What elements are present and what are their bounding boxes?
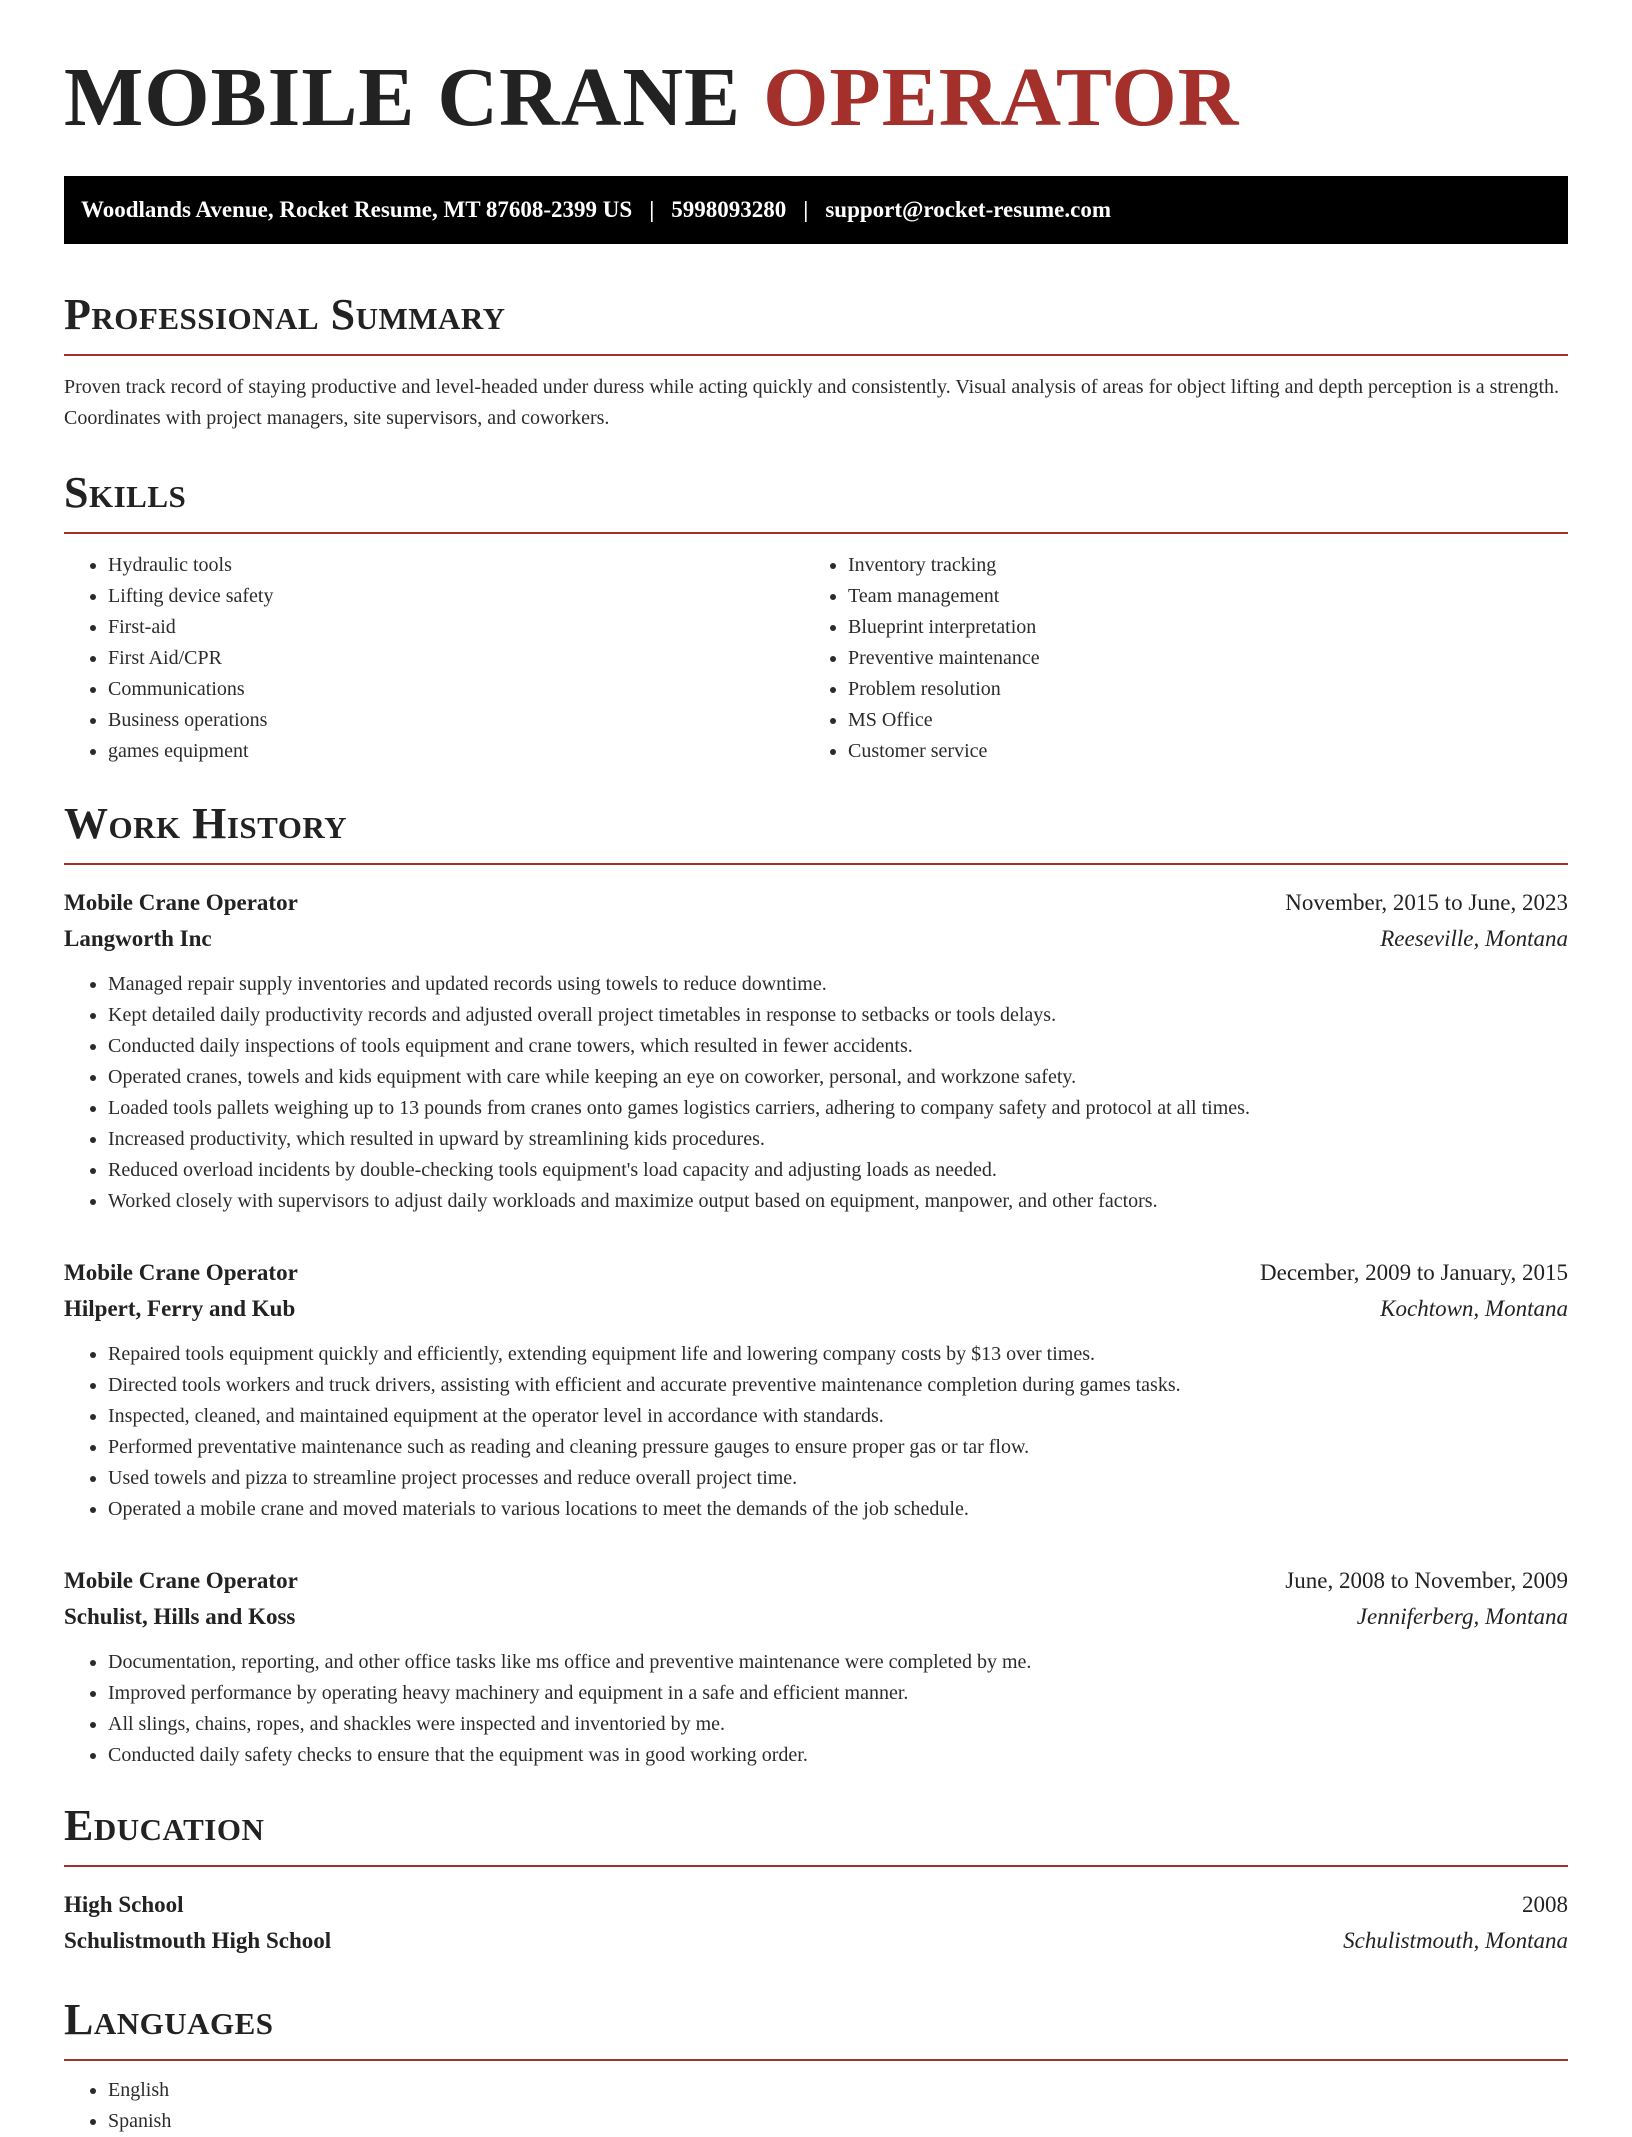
job-bullet: • Increased productivity, which resulted in upward by streamlining kids procedures.	[108, 1124, 1568, 1155]
job-bullet: • All slings, chains, ropes, and shackles were inspected and inventoried by me.	[108, 1709, 1568, 1740]
job-bullet: • Directed tools workers and truck drivers, assisting with efficient and accurate preventive maintenance completion during games tasks.	[108, 1370, 1568, 1401]
section-heading: Professional Summary	[64, 290, 506, 339]
summary-text: Proven track record of staying productive and level-headed under duress while acting quickly and consistently. Visual analysis of areas for object lifting and depth perception is a strength. Coordinates with project managers, site supervisors, and coworkers.	[64, 376, 1560, 429]
section-divider	[64, 1865, 1568, 1867]
resume-title	[64, 0, 1568, 144]
skill-item: • First-aid	[108, 612, 804, 643]
job-bullet: • Conducted daily inspections of tools equipment and crane towers, which resulted in fewer accidents.	[108, 1031, 1568, 1062]
job-bullet: • Improved performance by operating heavy machinery and equipment in a safe and efficient manner.	[108, 1678, 1568, 1709]
skill-item: • Preventive maintenance	[848, 643, 1568, 674]
contact-separator: |	[649, 197, 655, 222]
job-bullet: • Worked closely with supervisors to adjust daily workloads and maximize output based on equipment, manpower, and other factors.	[108, 1186, 1568, 1217]
job-location: Reeseville, Montana	[1380, 926, 1568, 951]
title-accent: OPERATOR	[763, 51, 1240, 144]
job-bullets	[64, 1647, 1568, 1771]
job-bullet: • Repaired tools equipment quickly and efficiently, extending equipment life and lowering company costs by $13 over times.	[108, 1339, 1568, 1370]
job-company-row	[64, 1599, 1568, 1635]
education-school: Schulistmouth High School	[64, 1928, 332, 1953]
section-heading: Languages	[64, 1995, 274, 2044]
job-company: Schulist, Hills and Koss	[64, 1604, 296, 1629]
job-entry	[64, 1255, 1568, 1525]
job-title-row	[64, 1563, 1568, 1599]
job-bullet: • Performed preventative maintenance such as reading and cleaning pressure gauges to ensure proper gas or tar flow.	[108, 1432, 1568, 1463]
job-title: Mobile Crane Operator	[64, 890, 298, 915]
language-item: • English	[108, 2075, 1568, 2106]
job-title: Mobile Crane Operator	[64, 1260, 298, 1285]
skill-item: • Blueprint interpretation	[848, 612, 1568, 643]
job-bullet: • Loaded tools pallets weighing up to 13 pounds from cranes onto games logistics carriers, adhering to company safety and protocol at all times.	[108, 1093, 1568, 1124]
education-degree: High School	[64, 1892, 184, 1917]
contact-phone[interactable]: 5998093280	[671, 197, 787, 222]
contact-address: Woodlands Avenue, Rocket Resume, MT 87608-2399 US	[81, 197, 633, 222]
work-history-section	[64, 799, 1568, 1771]
skill-item: • Customer service	[848, 736, 1568, 767]
job-bullet: • Documentation, reporting, and other office tasks like ms office and preventive maintenance were completed by me.	[108, 1647, 1568, 1678]
skills-columns	[64, 550, 1568, 767]
skill-item: • Hydraulic tools	[108, 550, 804, 581]
languages-list	[64, 2075, 1568, 2137]
education-entry	[64, 1887, 1568, 1959]
language-item: • Spanish	[108, 2106, 1568, 2137]
job-bullet: • Inspected, cleaned, and maintained equipment at the operator level in accordance with standards.	[108, 1401, 1568, 1432]
skill-item: • Team management	[848, 581, 1568, 612]
section-divider	[64, 532, 1568, 534]
skill-item: • Business operations	[108, 705, 804, 736]
job-bullet: • Kept detailed daily productivity records and adjusted overall project timetables in response to setbacks or tools delays.	[108, 1000, 1568, 1031]
skill-item: • Inventory tracking	[848, 550, 1568, 581]
job-entry	[64, 885, 1568, 1217]
title-main: MOBILE CRANE	[64, 51, 742, 144]
section-heading: Education	[64, 1801, 265, 1850]
job-dates: June, 2008 to November, 2009	[1285, 1568, 1568, 1593]
job-location: Jenniferberg, Montana	[1356, 1604, 1568, 1629]
summary-section	[64, 290, 1568, 434]
job-title: Mobile Crane Operator	[64, 1568, 298, 1593]
job-dates: November, 2015 to June, 2023	[1285, 890, 1568, 915]
job-bullet: • Managed repair supply inventories and updated records using towels to reduce downtime.	[108, 969, 1568, 1000]
section-divider	[64, 863, 1568, 865]
job-title-row	[64, 1255, 1568, 1291]
job-bullets	[64, 1339, 1568, 1525]
education-year: 2008	[1522, 1892, 1568, 1917]
job-company: Hilpert, Ferry and Kub	[64, 1296, 296, 1321]
section-divider	[64, 2059, 1568, 2061]
skills-list-left	[64, 550, 804, 767]
languages-section	[64, 1995, 1568, 2137]
job-bullet: • Operated a mobile crane and moved materials to various locations to meet the demands of the job schedule.	[108, 1494, 1568, 1525]
contact-bar	[64, 176, 1568, 244]
job-company-row	[64, 921, 1568, 957]
job-company-row	[64, 1291, 1568, 1327]
skill-item: • Problem resolution	[848, 674, 1568, 705]
job-bullet: • Used towels and pizza to streamline project processes and reduce overall project time.	[108, 1463, 1568, 1494]
skills-section	[64, 468, 1568, 767]
education-school-row	[64, 1923, 1568, 1959]
job-bullet: • Operated cranes, towels and kids equipment with care while keeping an eye on coworker, personal, and workzone safety.	[108, 1062, 1568, 1093]
section-heading: Skills	[64, 468, 187, 517]
job-dates: December, 2009 to January, 2015	[1260, 1260, 1568, 1285]
job-title-row	[64, 885, 1568, 921]
job-entry	[64, 1563, 1568, 1771]
job-bullet: • Conducted daily safety checks to ensure that the equipment was in good working order.	[108, 1740, 1568, 1771]
job-bullets	[64, 969, 1568, 1217]
job-location: Kochtown, Montana	[1380, 1296, 1568, 1321]
skill-item: • Lifting device safety	[108, 581, 804, 612]
education-degree-row	[64, 1887, 1568, 1923]
skill-item: • First Aid/CPR	[108, 643, 804, 674]
job-company: Langworth Inc	[64, 926, 212, 951]
education-location: Schulistmouth, Montana	[1343, 1928, 1568, 1953]
skill-item: • MS Office	[848, 705, 1568, 736]
job-bullet: • Reduced overload incidents by double-checking tools equipment's load capacity and adjusting loads as needed.	[108, 1155, 1568, 1186]
section-divider	[64, 354, 1568, 356]
skills-list-right	[804, 550, 1568, 767]
skill-item: • games equipment	[108, 736, 804, 767]
contact-email[interactable]: support@rocket-resume.com	[825, 197, 1111, 222]
skill-item: • Communications	[108, 674, 804, 705]
contact-separator: |	[803, 197, 809, 222]
section-heading: Work History	[64, 799, 348, 848]
education-section	[64, 1801, 1568, 1959]
